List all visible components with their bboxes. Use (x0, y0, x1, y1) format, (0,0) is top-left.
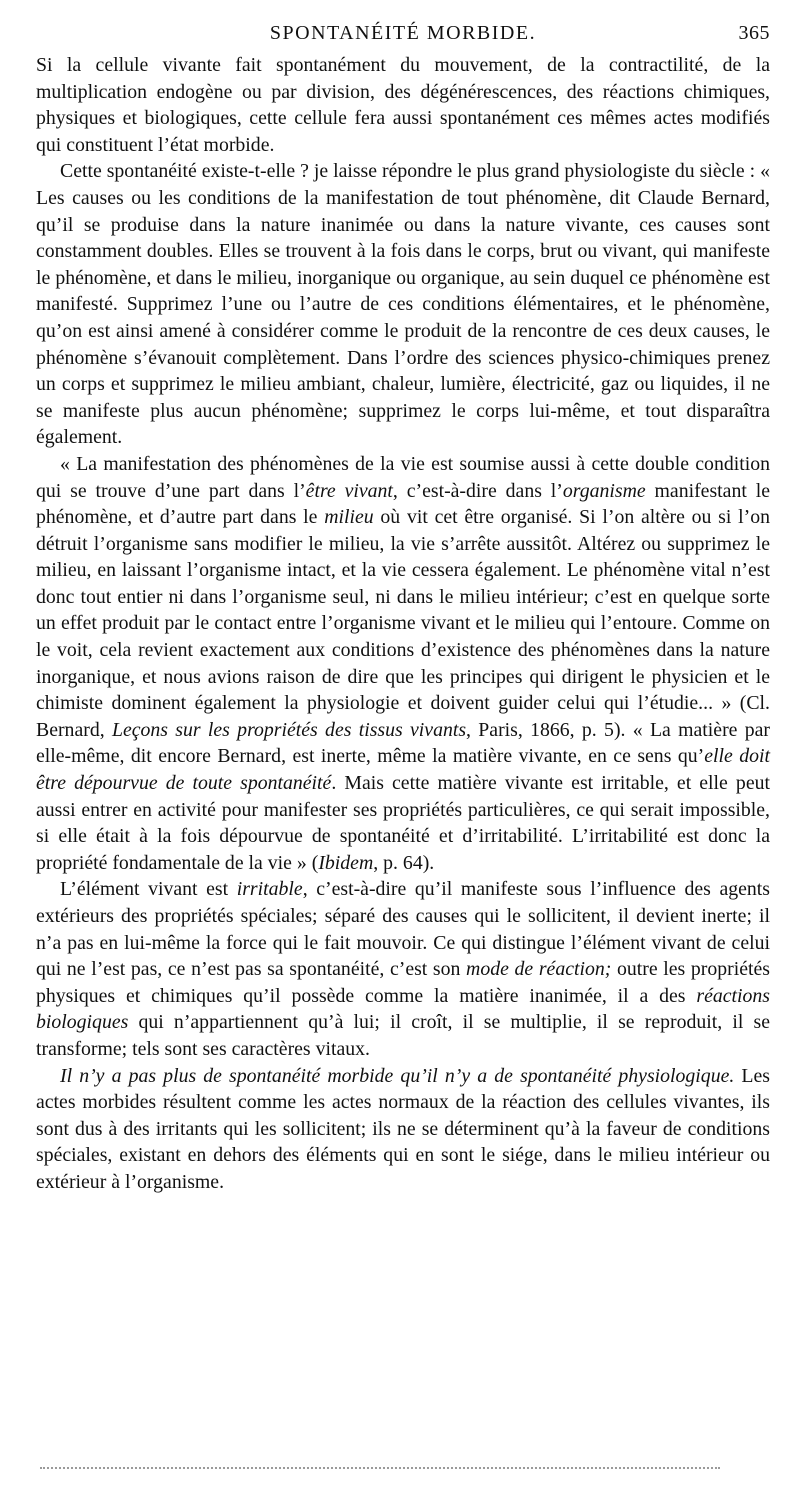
italic-text-run: être vivant (305, 479, 393, 502)
text-run: Les actes morbides résultent comme les actes normaux de la réaction des cellules vivantes, ils sont dus à des irritants qui les sollicitent; ils ne se déterminent qu’à la faveur de conditions spéciales, existant en dehors des éléments qui en sont le siége, dans le milieu intérieur ou extérieur à l’organisme. (36, 1064, 770, 1193)
paragraph-5 (36, 1063, 770, 1196)
paragraph-4 (36, 876, 770, 1062)
text-run: , c’est-à-dire dans l’ (392, 479, 563, 502)
text-run: . Mais cette matière vivante est irritable, et elle peut aussi entrer en activité pour manifester ses propriétés particulières, ce qui serait impossible, si elle était à la fois dépourvue de spontanéité et d’irritabilité. L’irritabilité est donc la propriété fondamentale de la vie » ( (36, 772, 770, 874)
running-title: SPONTANÉITÉ MORBIDE. (269, 22, 537, 44)
text-run: outre les propriétés physiques et chimiques qu’il possède comme la matière inanimée, il a des (36, 958, 770, 1007)
italic-text-run: irritable (236, 878, 303, 901)
italic-text-run: réactions biologiques (36, 984, 770, 1034)
italic-text-run: milieu (324, 506, 374, 529)
text-run: , Paris, 1866, p. 5). « La matière par elle-même, dit encore Bernard, est inerte, même la matière vivante, en ce sens qu’ (36, 718, 770, 768)
italic-text-run: mode de réaction; (466, 958, 612, 981)
book-page (36, 22, 770, 1196)
text-run: Cette spontanéité existe-t-elle ? je laisse répondre le plus grand physiologiste du siècle : « Les causes ou les conditions de la manifestation de tout phénomène, dit Claude Bernard, qu’il se produise dans la nature inanimée ou dans la nature vivante, ces causes sont constamment doubles. Elles se trouvent à la fois dans le corps, brut ou vivant, qui manifeste le phénomène, et dans le milieu, inorganique ou organique, au sein duquel ce phénomène est manifesté. Supprimez l’une ou l’autre de ces conditions élémentaires, et le phénomène, qu’on est ainsi amené à considérer comme le produit de la rencontre de ces deux causes, le phénomène s’évanouit complètement. Dans l’ordre des sciences physico-chimiques prenez un corps et supprimez le milieu ambiant, chaleur, lumière, électricité, gaz ou liquides, il ne se manifeste plus aucun phénomène; supprimez le corps lui-même, et tout disparaîtra également. (36, 160, 770, 449)
italic-text-run: Leçons sur les propriétés des tissus vivants (111, 718, 467, 741)
italic-text-run: Ibidem (318, 851, 374, 874)
page-number: 365 (738, 22, 770, 44)
italic-text-run: organisme (562, 479, 646, 502)
paragraph-3 (36, 451, 770, 877)
footer-dotted-rule (40, 1467, 720, 1469)
paragraph-2 (36, 158, 770, 451)
running-head (36, 22, 770, 52)
text-run: qui n’appartiennent qu’à lui; il croît, il se multiplie, il se reproduit, il se transforme; tels sont ses caractères vitaux. (36, 1011, 770, 1060)
text-run: où vit cet être organisé. Si l’on altère ou si l’on détruit l’organisme sans modifier le milieu, la vie s’arrête aussitôt. Altérez ou supprimez le milieu, en laissant l’organisme intact, et la vie cessera également. Le phénomène vital n’est donc tout entier ni dans l’organisme seul, ni dans le milieu intérieur; c’est en quelque sorte un effet produit par le contact entre l’organisme vivant et le milieu qui l’entoure. Comme on le voit, cela revient exactement aux conditions d’existence des phénomènes dans la nature inorganique, et nous avions raison de dire que les principes qui dirigent le physicien et le chimiste dominent également la physiologie et doivent guider celui qui l’étudie... » (Cl. Bernard, (36, 506, 770, 741)
text-run: , p. 64). (373, 851, 435, 874)
text-run: , c’est-à-dire qu’il manifeste sous l’influence des agents extérieurs des propriétés spéciales; séparé des causes qui le sollicitent, il devient inerte; il n’a pas en lui-même la force qui le fait mouvoir. Ce qui distingue l’élément vivant de celui qui ne l’est pas, ce n’est pas sa spontanéité, c’est son (36, 878, 770, 981)
body-text (36, 52, 770, 1196)
italic-text-run: Il n’y a pas plus de spontanéité morbide qu’il n’y a de spontanéité physiologique. (60, 1064, 735, 1087)
text-run: manifestant le phénomène, et d’autre part dans le (36, 479, 770, 529)
text-run: Si la cellule vivante fait spontanément du mouvement, de la contractilité, de la multiplication endogène ou par division, des dégénérescences, des réactions chimiques, physiques et biologiques, cette cellule fera aussi spontanément ces mêmes actes modifiés qui constituent l’état morbide. (36, 54, 770, 156)
italic-text-run: elle doit être dépourvue de toute spontanéité (36, 745, 770, 795)
paragraph-1 (36, 52, 770, 158)
text-run: L’élément vivant est (60, 878, 237, 901)
text-run: « La manifestation des phénomènes de la vie est soumise aussi à cette double condition qui se trouve d’une part dans l’ (36, 452, 770, 502)
